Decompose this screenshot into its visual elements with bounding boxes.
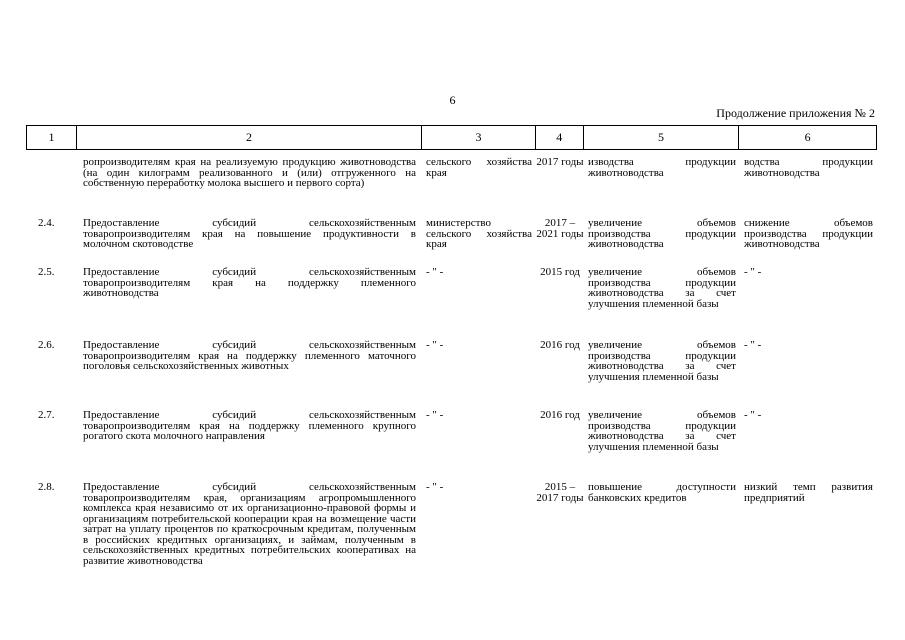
measure-description: Предоставление субсидий сельскохозяйственным товаропроизводителям края на поддержку племенного маточного поголовья сельскохозяйственных животных [83, 339, 416, 372]
years: 2015 – 2017 годы [536, 481, 584, 504]
years: 2017 годы [536, 156, 584, 168]
measure-description: ропроизводителям края на реализуемую продукцию животноводства (на один килограмм реализованного и (или) отгруженного на собственную переработку молока высшего и первого сорта) [83, 156, 416, 189]
row-number: 2.4. [38, 217, 55, 229]
measure-description: Предоставление субсидий сельскохозяйственным товаропроизводителям края на повышение продуктивности в молочном скотоводстве [83, 217, 416, 250]
consequence: низкий темп развития предприятий [744, 481, 873, 504]
executor: - " - [426, 339, 444, 351]
column-header-1: 1 [27, 126, 77, 149]
consequence: - " - [744, 339, 762, 351]
expected-result: увеличение объемов производства продукции животноводства за счет улучшения племенной базы [588, 266, 736, 310]
column-header-2: 2 [77, 126, 422, 149]
executor: - " - [426, 266, 444, 278]
consequence: - " - [744, 409, 762, 421]
column-header-5: 5 [584, 126, 740, 149]
measure-description: Предоставление субсидий сельскохозяйственным товаропроизводителям края на поддержку племенного животноводства [83, 266, 416, 299]
consequence: - " - [744, 266, 762, 278]
column-header-6: 6 [804, 130, 811, 144]
years: 2015 год [540, 266, 580, 278]
expected-result: повышение доступности банковских кредитов [588, 481, 736, 504]
executor: министерство сельского хозяйства края [426, 217, 532, 250]
row-number: 2.5. [38, 266, 55, 278]
row-number: 2.7. [38, 409, 55, 421]
years: 2016 год [540, 339, 580, 351]
years: 2016 год [540, 409, 580, 421]
expected-result: увеличение объемов производства продукции животноводства [588, 217, 736, 250]
consequence: снижение объемов производства продукции животноводства [744, 217, 873, 250]
measure-description: Предоставление субсидий сельскохозяйственным товаропроизводителям края, организациям агропромышленного комплекса края независимо от их организационно-правовой формы и организациям потребительской кооперации края на возмещение части затрат на уплату процентов по краткосрочным кредитам, полученным в российских кредитных организациях, и займам, полученным в сельскохозяйственных кредитных потребительских кооперативах на развитие животноводства [83, 481, 416, 567]
expected-result: увеличение объемов производства продукции животноводства за счет улучшения племенной базы [588, 409, 736, 453]
table-header-row [26, 125, 877, 150]
column-header-3: 3 [422, 126, 536, 149]
executor: сельского хозяйства края [426, 156, 532, 179]
measure-description: Предоставление субсидий сельскохозяйственным товаропроизводителям края на поддержку племенного крупного рогатого скота молочного направления [83, 409, 416, 442]
executor: - " - [426, 481, 444, 493]
years: 2017 – 2021 годы [536, 217, 584, 240]
continuation-label: Продолжение приложения № 2 [716, 106, 875, 120]
row-number: 2.6. [38, 339, 55, 351]
row-number: 2.8. [38, 481, 55, 493]
consequence: водства продукции животноводства [744, 156, 873, 179]
page-number: 6 [449, 93, 456, 107]
expected-result: изводства продукции животноводства [588, 156, 736, 179]
expected-result: увеличение объемов производства продукции животноводства за счет улучшения племенной базы [588, 339, 736, 383]
column-header-4: 4 [536, 126, 584, 149]
executor: - " - [426, 409, 444, 421]
